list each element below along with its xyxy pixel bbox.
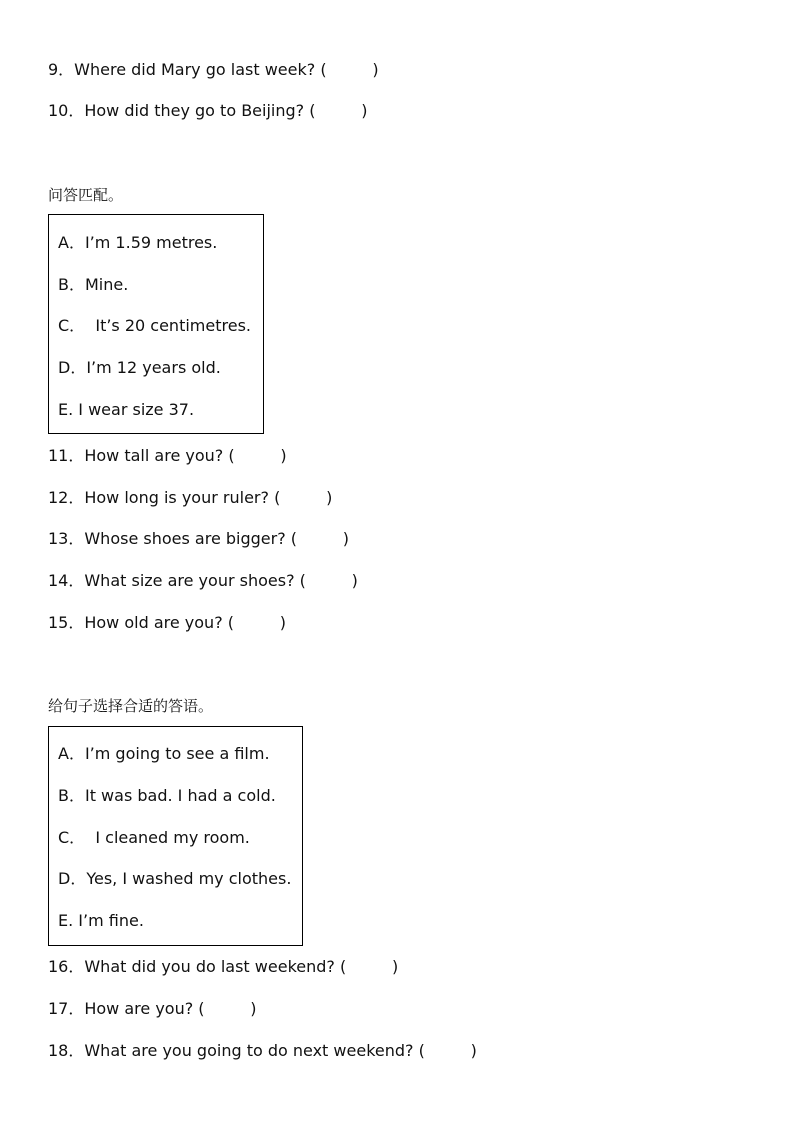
question-9: 9．Where did Mary go last week? ( )	[48, 60, 379, 79]
answer-options-box	[48, 726, 303, 946]
section-heading-responses: 给句子选择合适的答语。	[48, 697, 214, 715]
question-16: 16．What did you do last weekend? ( )	[48, 957, 399, 976]
question-14: 14．What size are your shoes? ( )	[48, 571, 358, 590]
option-a: A．I’m 1.59 metres.	[58, 233, 218, 252]
answer-options-box	[48, 214, 264, 434]
question-10: 10．How did they go to Beijing? ( )	[48, 101, 368, 120]
question-15: 15．How old are you? ( )	[48, 613, 287, 632]
option-b: B．Mine.	[58, 275, 129, 294]
option-a: A．I’m going to see a film.	[58, 744, 270, 763]
question-12: 12．How long is your ruler? ( )	[48, 488, 333, 507]
question-17: 17．How are you? ( )	[48, 999, 257, 1018]
question-18: 18．What are you going to do next weekend? ( )	[48, 1041, 477, 1060]
option-c: C． I cleaned my room.	[58, 828, 250, 847]
option-c: C． It’s 20 centimetres.	[58, 316, 251, 335]
option-d: D．Yes, I washed my clothes.	[58, 869, 292, 888]
question-13: 13．Whose shoes are bigger? ( )	[48, 529, 350, 548]
option-e: E. I wear size 37.	[58, 400, 195, 419]
option-b: B．It was bad. I had a cold.	[58, 786, 276, 805]
question-11: 11．How tall are you? ( )	[48, 446, 287, 465]
option-d: D．I’m 12 years old.	[58, 358, 221, 377]
section-heading-matching: 问答匹配。	[48, 186, 124, 204]
option-e: E. I’m fine.	[58, 911, 144, 930]
